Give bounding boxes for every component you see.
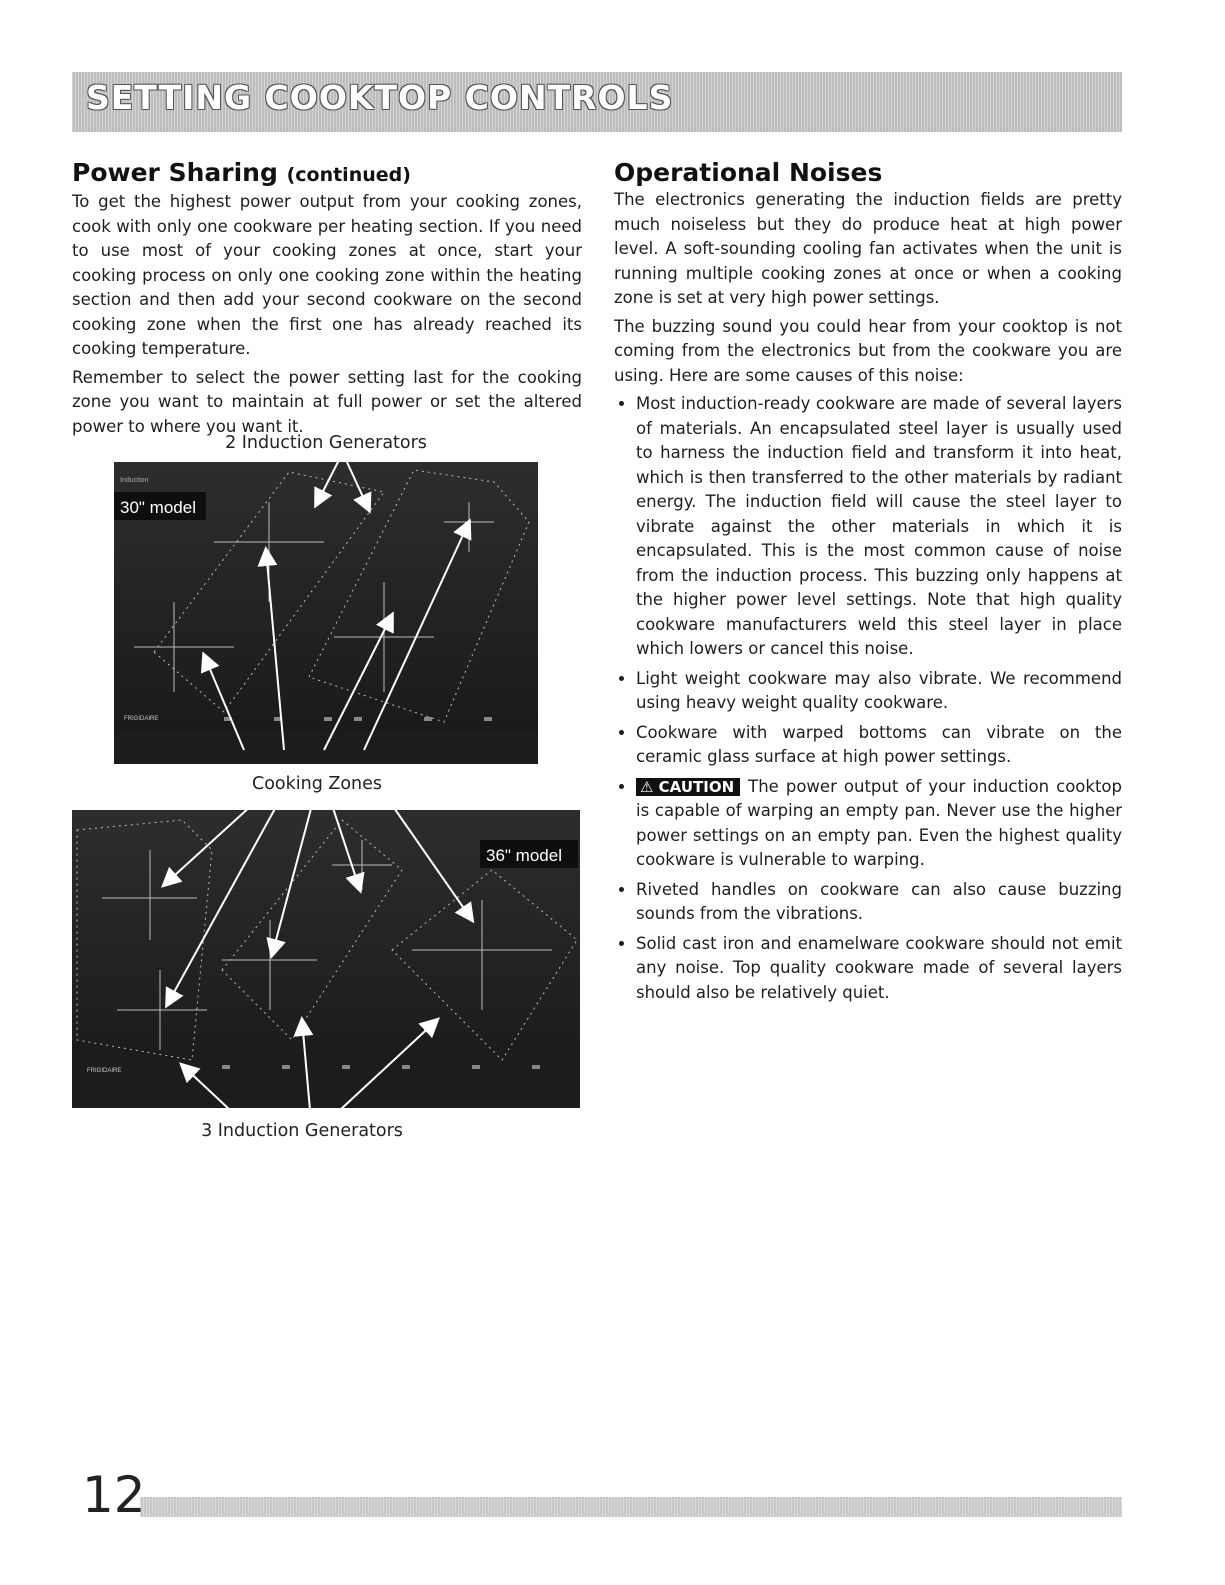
caution-label: CAUTION bbox=[658, 777, 735, 796]
section-heading-power-sharing bbox=[72, 158, 582, 190]
section-heading-operational-noises: Operational Noises bbox=[614, 158, 883, 187]
left-column bbox=[72, 158, 582, 443]
noise-causes-list bbox=[614, 392, 1122, 1005]
list-item: • Riveted handles on cookware can also cause buzzing sounds from the vibrations. bbox=[636, 878, 1122, 927]
footer-band bbox=[140, 1497, 1122, 1517]
arrows-36 bbox=[72, 795, 580, 1125]
caption-cooking-zones: Cooking Zones bbox=[251, 774, 383, 794]
brand-logo: FRIGIDAIRE bbox=[124, 716, 159, 722]
caption-three-generators: 3 Induction Generators bbox=[201, 1121, 403, 1141]
paragraph: The buzzing sound you could hear from your cooktop is not coming from the electronics but from the cookware you are using. Here are some causes of this noise: bbox=[614, 316, 1122, 385]
heading-suffix: (continued) bbox=[286, 164, 411, 186]
page-title: SETTING COOKTOP CONTROLS bbox=[86, 78, 674, 117]
list-item bbox=[636, 775, 1122, 873]
caption-two-generators: 2 Induction Generators bbox=[225, 433, 427, 453]
paragraph: Remember to select the power setting last for the cooking zone you want to maintain at full power or set the altered power to where you want it. bbox=[72, 367, 582, 436]
induction-badge: Induction bbox=[120, 477, 149, 484]
model-36-label: 36" model bbox=[486, 846, 562, 865]
model-30-label: 30" model bbox=[120, 498, 196, 517]
caution-badge: ⚠ CAUTION bbox=[636, 778, 740, 796]
paragraph: To get the highest power output from your cooking zones, cook with only one cookware per heating section. If you need to use most of your cooking zones at once, start your cooking process on only one cooking zone within the heating section and then add your second cookware on the second cooking zone when the first one has already reached its cooking temperature. bbox=[72, 192, 582, 358]
list-item: • Light weight cookware may also vibrate. We recommend using heavy weight quality cookware. bbox=[636, 667, 1122, 716]
list-item: • Most induction-ready cookware are made of several layers of materials. An encapsulated steel layer is usually used to harness the induction field and transform it into heat, which is then transferred to the other materials by radiant energy. The induction field will cause the steel layer to vibrate against the other materials in which it is encapsulated. This is the most common cause of noise from the induction process. This buzzing only happens at the higher power level settings. Note that high quality cookware manufacturers weld this steel layer in place which lowers or cancel this noise. bbox=[636, 392, 1122, 662]
list-item: • Solid cast iron and enamelware cookware should not emit any noise. Top quality cookware made of several layers should also be relatively quiet. bbox=[636, 932, 1122, 1006]
brand-logo: FRIGIDAIRE bbox=[87, 1068, 122, 1074]
page-number: 12 bbox=[82, 1466, 146, 1524]
caution-text: The power output of your induction cooktop is capable of warping an empty pan. Never use the higher power settings on an empty pan. Even the highest quality cookware is vulnerable to warping. bbox=[636, 776, 1122, 869]
arrows-30 bbox=[114, 450, 538, 770]
heading-text: Power Sharing bbox=[72, 158, 278, 187]
list-item: • Cookware with warped bottoms can vibrate on the ceramic glass surface at high power settings. bbox=[636, 721, 1122, 770]
right-column bbox=[614, 158, 1122, 1010]
paragraph: The electronics generating the induction fields are pretty much noiseless but they do produce heat at high power level. A soft-sounding cooling fan activates when the unit is running multiple cooking zones at once or when a cooking zone is set at very high power settings. bbox=[614, 190, 1122, 307]
